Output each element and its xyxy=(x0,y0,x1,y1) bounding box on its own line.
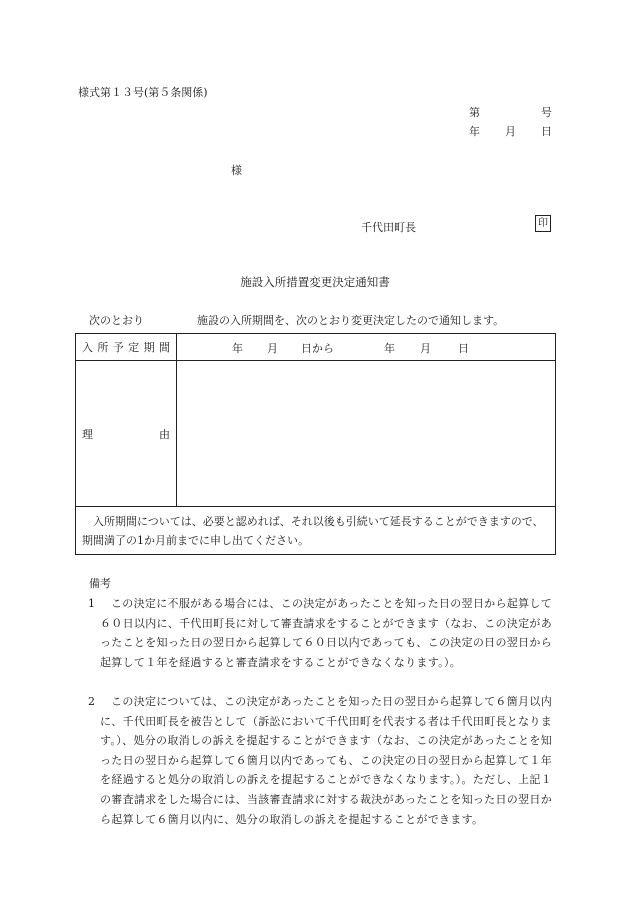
reason-label-char: 理 xyxy=(82,427,93,441)
remark-text: この決定については、この決定があったことを知った日の翌日から起算して６箇月以内に、千代田町長を被告として（訴訟において千代田町を代表する者は千代田町長となります。）、処分の取消しの訴えを提起することができます（なお、この決定があったことを知った日の翌日から起算して６箇月以内であっても、この決定の日の翌日から起算して１年を経過すると処分の取消しの訴えを提起することができなくなります。）。ただし、上記１の審査請求をした場合には、当該審査請求に対する裁決があったことを知った日の翌日から起算して６箇月以内に、処分の取消しの訴えを提起することができます。 xyxy=(100,695,552,826)
reason-value-cell xyxy=(177,361,556,507)
remark-item xyxy=(88,594,552,672)
document-number-prefix: 第 xyxy=(469,106,480,119)
reason-label-char: 由 xyxy=(159,427,170,441)
period-start-day: 日から xyxy=(301,342,334,355)
period-row xyxy=(76,334,556,361)
seal-mark: 印 xyxy=(535,215,551,232)
period-start-month: 月 xyxy=(267,342,278,355)
form-number: 様式第１３号(第５条関係) xyxy=(78,86,208,99)
issuer-name: 千代田町長 xyxy=(361,221,416,234)
extension-note: 入所期間については、必要と認めれば、それ以後も引続いて延長することができますので、期間満了の1か月前までに申し出てください。 xyxy=(82,514,544,547)
period-end-day: 日 xyxy=(458,342,469,355)
note-row xyxy=(76,507,556,555)
period-label-char: 入 xyxy=(82,341,93,354)
date-year-label: 年 xyxy=(469,125,480,138)
period-end-month: 月 xyxy=(420,342,431,355)
intro-text: 施設の入所期間を、次のとおり変更決定したので通知します。 xyxy=(197,314,505,327)
document-title: 施設入所措置変更決定通知書 xyxy=(240,275,390,289)
remark-item xyxy=(88,692,552,829)
document-number-suffix: 号 xyxy=(541,106,552,119)
period-label-cell xyxy=(76,334,177,361)
remark-number: 1 xyxy=(88,597,96,610)
period-start-year: 年 xyxy=(232,342,243,355)
period-label-char: 予 xyxy=(112,341,124,354)
date-day-label: 日 xyxy=(541,125,552,138)
intro-lead: 次のとおり xyxy=(89,314,144,327)
remark-number: 2 xyxy=(88,695,96,708)
period-label-char: 間 xyxy=(158,341,170,354)
reason-row xyxy=(76,361,556,507)
date-month-label: 月 xyxy=(505,125,516,138)
period-label-char: 期 xyxy=(143,341,155,354)
remarks-title: 備考 xyxy=(89,577,111,590)
note-cell xyxy=(76,507,556,555)
period-label-char: 所 xyxy=(97,341,109,354)
period-value-cell xyxy=(177,334,556,361)
decision-table xyxy=(75,333,556,555)
reason-label-cell xyxy=(76,361,177,507)
remark-text: この決定に不服がある場合には、この決定があったことを知った日の翌日から起算して６０日以内に、千代田町長に対して審査請求をすることができます（なお、この決定があったことを知った日の翌日から起算して６０日以内であっても、この決定の日の翌日から起算して１年を経過すると審査請求をすることができなくなります。）。 xyxy=(100,597,552,669)
period-end-year: 年 xyxy=(384,342,395,355)
addressee-suffix: 様 xyxy=(231,164,242,177)
period-label-char: 定 xyxy=(128,341,140,354)
